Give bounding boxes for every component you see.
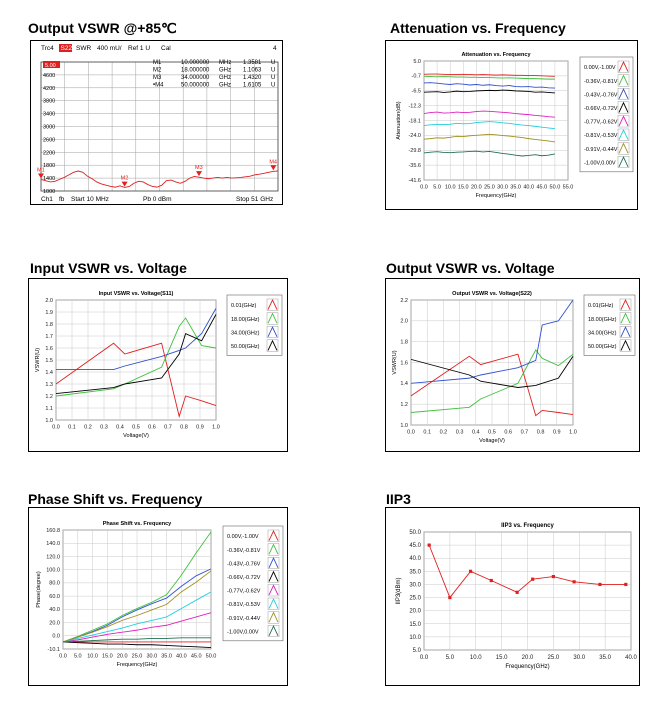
y-tick-label: 20.0 bbox=[409, 608, 421, 615]
x-tick-label: 30.0 bbox=[146, 653, 158, 660]
legend-label: -1.00V,0.00V bbox=[227, 629, 259, 636]
x-axis-label: Frequency(GHz) bbox=[116, 662, 158, 668]
y-axis-label: VSWR(U) bbox=[392, 350, 398, 375]
y-tick-label: 40.0 bbox=[49, 607, 60, 614]
y-tick-label: 1.8 bbox=[400, 339, 408, 346]
marker-name: •M4 bbox=[153, 82, 164, 89]
legend-label: 18.00(GHz) bbox=[588, 316, 617, 323]
x-tick-label: 35.0 bbox=[599, 655, 611, 661]
x-tick-label: 55.0 bbox=[562, 184, 574, 191]
x-tick-label: 15.0 bbox=[102, 653, 113, 660]
legend-label: 34.00(GHz) bbox=[588, 330, 617, 337]
x-tick-label: 25.0 bbox=[484, 184, 495, 191]
x-tick-label: 50.0 bbox=[549, 184, 561, 191]
x-tick-label: 0.8 bbox=[536, 429, 545, 436]
legend-label: -0.91V,-0.44V bbox=[227, 615, 261, 622]
y-tick-label: 20.0 bbox=[49, 620, 60, 627]
marker-freq: 34.000000 bbox=[181, 75, 210, 81]
format-label: SWR bbox=[76, 45, 92, 52]
x-tick-label: 0.1 bbox=[423, 429, 432, 436]
legend-label: 0.00V,-1.00V bbox=[584, 65, 616, 72]
data-point bbox=[490, 579, 493, 582]
input-vswr-panel bbox=[28, 278, 288, 452]
x-tick-label: 0.9 bbox=[196, 424, 204, 431]
y-tick-label: 5.0 bbox=[413, 58, 421, 65]
marker-value: 1.1063 bbox=[243, 67, 262, 74]
marker-freq: 10.000000 bbox=[181, 60, 210, 66]
marker-value-unit: U bbox=[271, 82, 276, 89]
heading-iip3: IIP3 bbox=[386, 491, 411, 507]
footer-power: Pb 0 dBm bbox=[143, 196, 172, 203]
heading-phase-shift: Phase Shift vs. Frequency bbox=[28, 491, 203, 507]
y-tick-label: 2.2 bbox=[400, 297, 408, 304]
marker-freq-unit: GHz bbox=[219, 75, 231, 81]
y-tick-label: 2.0 bbox=[400, 318, 408, 325]
y-tick-label: 1.9 bbox=[45, 309, 53, 316]
x-tick-label: 20.0 bbox=[521, 655, 534, 661]
y-tick-label: 5.0 bbox=[412, 648, 421, 654]
data-point bbox=[531, 578, 534, 581]
x-axis-label: Frequency(GHz) bbox=[505, 664, 550, 670]
y-tick-label: -41.6 bbox=[408, 177, 421, 184]
x-tick-label: 45.0 bbox=[536, 184, 548, 191]
y-tick-label: -0.7 bbox=[411, 73, 421, 80]
legend-label: -0.36V,-0.81V bbox=[227, 547, 261, 554]
legend-label: -0.66V,-0.72V bbox=[584, 105, 618, 112]
y-tick-label: 1.6 bbox=[45, 345, 53, 352]
y-tick-label: -24.0 bbox=[408, 133, 421, 140]
x-tick-label: 5.0 bbox=[433, 184, 441, 191]
legend-box bbox=[580, 57, 633, 172]
legend-label: -0.66V,-0.72V bbox=[227, 574, 261, 581]
x-tick-label: 15.0 bbox=[457, 184, 469, 191]
marker-value: 1.6105 bbox=[243, 82, 262, 89]
chart-title: Attenuation vs. Frequency bbox=[461, 52, 531, 58]
y-tick-label: 1.4 bbox=[400, 381, 408, 388]
x-tick-label: 5.0 bbox=[445, 655, 455, 661]
y-tick-label: 4200 bbox=[43, 85, 56, 92]
x-tick-label: 0.3 bbox=[455, 429, 464, 436]
y-tick-label: 60.0 bbox=[49, 593, 60, 600]
y-tick-label: 160.8 bbox=[46, 527, 60, 534]
y-axis-label: VSWR(U) bbox=[35, 347, 41, 373]
legend-box bbox=[223, 526, 283, 641]
marker-triangle bbox=[196, 171, 202, 176]
heading-output-vswr: Output VSWR vs. Voltage bbox=[386, 260, 555, 276]
x-tick-label: 0.1 bbox=[68, 424, 76, 431]
marker-name: M1 bbox=[153, 60, 162, 66]
x-tick-label: 0.6 bbox=[148, 424, 156, 431]
x-tick-label: 0.5 bbox=[132, 424, 140, 431]
y-tick-label: 1.4 bbox=[45, 369, 53, 376]
marker-freq-unit: GHz bbox=[219, 82, 231, 89]
footer-stop: Stop 51 GHz bbox=[236, 196, 274, 203]
attenuation-chart bbox=[386, 41, 637, 209]
x-tick-label: 15.0 bbox=[495, 655, 508, 661]
y-tick-label: 1.7 bbox=[45, 333, 53, 340]
x-tick-label: 0.2 bbox=[439, 429, 448, 436]
y-tick-label: 10.0 bbox=[409, 634, 421, 641]
x-tick-label: 40.0 bbox=[523, 184, 535, 191]
y-tick-label: 2600 bbox=[43, 137, 56, 144]
y-tick-label: 1.0 bbox=[400, 422, 408, 429]
heading-attenuation: Attenuation vs. Frequency bbox=[390, 20, 566, 36]
x-tick-label: 0.0 bbox=[59, 653, 67, 660]
y-tick-label: 0.0 bbox=[52, 633, 60, 640]
x-tick-label: 1.0 bbox=[569, 429, 577, 436]
marker-name: M3 bbox=[153, 75, 162, 81]
x-tick-label: 0.7 bbox=[520, 429, 529, 436]
ref-label: Ref 1 U bbox=[128, 45, 151, 52]
x-tick-label: 5.0 bbox=[73, 653, 82, 660]
data-point bbox=[516, 591, 519, 594]
y-tick-label: 3800 bbox=[43, 98, 56, 105]
y-tick-label: 1.0 bbox=[45, 417, 53, 424]
heading-vswr-85: Output VSWR @+85℃ bbox=[28, 20, 177, 36]
x-tick-label: 30.0 bbox=[573, 655, 586, 661]
x-tick-label: 0.0 bbox=[407, 429, 415, 436]
x-tick-label: 40.0 bbox=[625, 655, 637, 661]
marker-value-unit: U bbox=[271, 60, 276, 66]
y-tick-label: 1.5 bbox=[45, 357, 53, 364]
x-tick-label: 0.9 bbox=[552, 429, 561, 436]
y-tick-label: 3400 bbox=[43, 111, 56, 118]
y-tick-label: 30.0 bbox=[409, 582, 421, 589]
marker-freq: 18.000000 bbox=[181, 67, 210, 74]
vswr-85-chart bbox=[31, 41, 282, 204]
legend-label: 50.00(GHz) bbox=[588, 343, 617, 350]
legend-label: -0.81V,-0.53V bbox=[227, 602, 261, 609]
y-tick-label: 140.0 bbox=[46, 541, 60, 548]
iip3-panel bbox=[385, 507, 640, 686]
ref-tag-label: 5.00 bbox=[45, 62, 56, 69]
y-tick-label: 15.0 bbox=[409, 621, 421, 628]
y-tick-label: 1000 bbox=[43, 189, 56, 195]
y-tick-label: -12.3 bbox=[408, 103, 421, 110]
x-tick-label: 0.2 bbox=[84, 424, 92, 431]
y-tick-label: 4600 bbox=[43, 72, 56, 79]
x-tick-label: 1.0 bbox=[212, 424, 220, 431]
y-tick-label: 40.0 bbox=[409, 556, 421, 563]
x-tick-label: 0.0 bbox=[419, 655, 429, 661]
chart-title: Input VSWR vs. Voltage(S11) bbox=[98, 291, 174, 297]
y-tick-label: -6.5 bbox=[411, 88, 421, 95]
y-tick-label: 1.3 bbox=[45, 381, 53, 388]
trace-label: Trc4 bbox=[41, 45, 54, 52]
x-tick-label: 25.0 bbox=[547, 655, 560, 661]
x-tick-label: 40.0 bbox=[176, 653, 187, 660]
footer-channel: Ch1 bbox=[41, 196, 53, 203]
footer-fb: fb bbox=[59, 196, 65, 203]
legend-label: -0.77V,-0.62V bbox=[227, 588, 261, 595]
y-tick-label: 80.0 bbox=[49, 580, 60, 587]
cal-label: Cal bbox=[161, 45, 171, 52]
legend-label: -1.00V,0.00V bbox=[584, 160, 616, 167]
y-tick-label: 35.0 bbox=[409, 569, 421, 576]
x-tick-label: 0.8 bbox=[180, 424, 188, 431]
marker-freq: 50.000000 bbox=[181, 82, 210, 89]
x-axis-label: Voltage(V) bbox=[479, 438, 505, 444]
y-tick-label: 100.0 bbox=[46, 567, 60, 574]
data-point bbox=[552, 575, 555, 578]
x-tick-label: 0.4 bbox=[471, 429, 480, 436]
x-tick-label: 0.7 bbox=[164, 424, 172, 431]
param-label: S22 bbox=[60, 45, 73, 53]
y-tick-label: 1400 bbox=[43, 176, 56, 183]
x-tick-label: 0.6 bbox=[504, 429, 513, 436]
output-vswr-chart bbox=[386, 279, 639, 451]
data-point bbox=[624, 583, 627, 586]
marker-tag: M2 bbox=[120, 175, 129, 182]
y-tick-label: 25.0 bbox=[409, 595, 421, 602]
data-point bbox=[598, 583, 601, 586]
y-tick-label: 1.1 bbox=[45, 405, 53, 412]
legend-label: 0.00V,-1.00V bbox=[227, 534, 259, 541]
vswr-85-panel bbox=[30, 40, 283, 205]
y-tick-label: -29.8 bbox=[408, 148, 421, 155]
legend-label: 34.00(GHz) bbox=[231, 330, 260, 337]
x-tick-label: 10.0 bbox=[469, 655, 482, 661]
x-tick-label: 25.0 bbox=[131, 653, 143, 660]
data-point bbox=[469, 570, 472, 573]
y-tick-label: 50.0 bbox=[409, 530, 421, 536]
x-tick-label: 50.0 bbox=[205, 653, 217, 660]
heading-input-vswr: Input VSWR vs. Voltage bbox=[30, 260, 187, 276]
y-axis-label: IIP3(dBm) bbox=[396, 577, 402, 605]
iip3-chart bbox=[386, 508, 639, 685]
marker-tag: M4 bbox=[269, 159, 277, 166]
marker-triangle bbox=[270, 165, 276, 170]
x-tick-label: 35.0 bbox=[161, 653, 172, 660]
y-axis-label: Attenuation(dB) bbox=[396, 101, 402, 140]
x-tick-label: 0.0 bbox=[420, 184, 428, 191]
x-tick-label: 30.0 bbox=[497, 184, 508, 191]
x-tick-label: 20.0 bbox=[471, 184, 482, 191]
x-tick-label: 0.3 bbox=[100, 424, 108, 431]
x-axis-label: Voltage(V) bbox=[123, 433, 149, 439]
y-tick-label: 1.2 bbox=[400, 402, 408, 408]
x-tick-label: 0.4 bbox=[116, 424, 124, 431]
y-tick-label: 2200 bbox=[43, 150, 56, 157]
y-tick-label: -10.1 bbox=[47, 646, 60, 653]
marker-tag: M1 bbox=[37, 167, 45, 174]
phase-shift-chart bbox=[29, 508, 287, 685]
y-tick-label: 1.2 bbox=[45, 393, 53, 400]
x-axis-label: Frequency(GHz) bbox=[475, 193, 517, 199]
marker-name: M2 bbox=[153, 67, 162, 74]
data-point bbox=[448, 596, 451, 599]
chart-title: Output VSWR vs. Voltage(S22) bbox=[452, 291, 532, 297]
marker-value-unit: U bbox=[271, 75, 276, 81]
x-tick-label: 20.0 bbox=[116, 653, 128, 660]
y-tick-label: 1800 bbox=[43, 163, 56, 170]
legend-label: 0.01(GHz) bbox=[588, 303, 614, 310]
y-tick-label: -18.1 bbox=[408, 118, 421, 125]
data-point bbox=[428, 544, 431, 547]
phase-shift-panel bbox=[28, 507, 288, 686]
marker-value-unit: U bbox=[271, 67, 276, 74]
legend-label: 0.01(GHz) bbox=[231, 303, 257, 310]
x-tick-label: 10.0 bbox=[444, 184, 456, 191]
marker-value: 1.3581 bbox=[243, 60, 262, 66]
legend-label: 18.00(GHz) bbox=[231, 316, 260, 323]
chart-title: IIP3 vs. Frequency bbox=[501, 523, 554, 529]
legend-label: -0.81V,-0.53V bbox=[584, 133, 618, 140]
legend-label: -0.91V,-0.44V bbox=[584, 146, 618, 153]
data-point bbox=[572, 580, 575, 583]
legend-label: -0.43V,-0.76V bbox=[584, 92, 618, 99]
legend-label: -0.77V,-0.62V bbox=[584, 119, 618, 126]
y-tick-label: 2.0 bbox=[45, 297, 53, 304]
y-tick-label: -35.6 bbox=[408, 162, 421, 169]
chart-title: Phase Shift vs. Frequency bbox=[102, 521, 172, 527]
y-tick-label: 120.0 bbox=[46, 554, 60, 561]
scale-label: 400 mU/ bbox=[97, 45, 122, 52]
legend-label: -0.36V,-0.81V bbox=[584, 78, 618, 85]
x-tick-label: 35.0 bbox=[510, 184, 521, 191]
marker-freq-unit: GHz bbox=[219, 67, 231, 74]
y-axis-label: Phase(degree) bbox=[36, 571, 42, 608]
y-tick-label: 3000 bbox=[43, 124, 56, 131]
legend-label: 50.00(GHz) bbox=[231, 343, 260, 350]
marker-triangle bbox=[122, 182, 128, 187]
marker-tag: M3 bbox=[194, 165, 203, 172]
x-tick-label: 10.0 bbox=[87, 653, 98, 660]
input-vswr-chart bbox=[29, 279, 287, 451]
legend-label: -0.43V,-0.76V bbox=[227, 561, 261, 568]
y-tick-label: 1.8 bbox=[45, 321, 53, 328]
marker-value: 1.4320 bbox=[243, 75, 262, 81]
y-tick-label: 45.0 bbox=[409, 543, 421, 550]
attenuation-panel bbox=[385, 40, 638, 210]
channel-number: 4 bbox=[273, 45, 277, 52]
y-tick-label: 1.6 bbox=[400, 360, 408, 367]
x-tick-label: 0.0 bbox=[52, 424, 60, 431]
x-tick-label: 0.5 bbox=[488, 429, 496, 436]
output-vswr-panel bbox=[385, 278, 640, 452]
x-tick-label: 45.0 bbox=[190, 653, 202, 660]
footer-start: Start 10 MHz bbox=[71, 196, 109, 203]
marker-freq-unit: MHz bbox=[219, 60, 232, 66]
